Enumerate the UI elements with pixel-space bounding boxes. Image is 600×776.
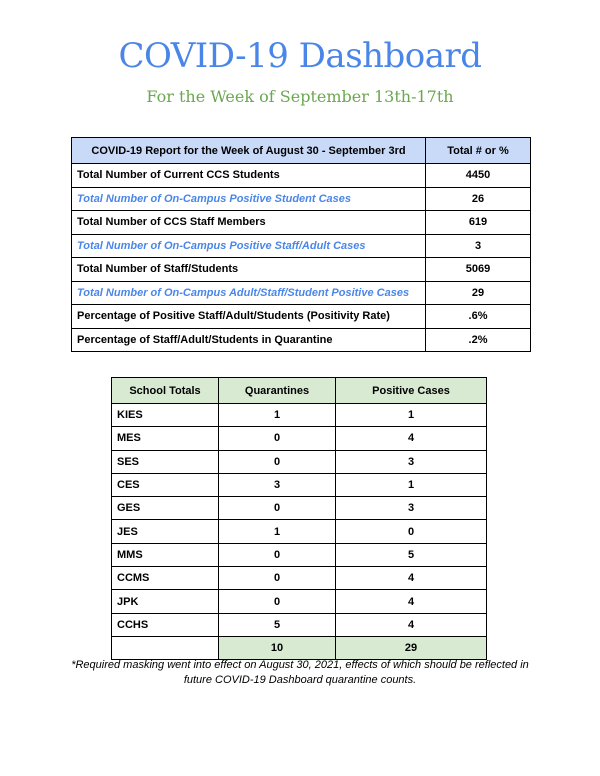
positive-count: 0: [336, 520, 487, 543]
quarantine-count: 3: [219, 473, 336, 496]
table-row: [112, 613, 487, 636]
table-row: [112, 520, 487, 543]
table-row: [72, 281, 531, 305]
quarantine-count: 0: [219, 590, 336, 613]
table-row: [112, 543, 487, 566]
school-name: JES: [112, 520, 219, 543]
table-header-row: [112, 378, 487, 404]
positive-count: 4: [336, 590, 487, 613]
school-name: CCMS: [112, 567, 219, 590]
school-name: SES: [112, 450, 219, 473]
positive-count: 5: [336, 543, 487, 566]
table-row: [72, 164, 531, 188]
positive-count: 3: [336, 497, 487, 520]
row-label: Total Number of CCS Staff Members: [72, 211, 426, 235]
totals-label-cell: [112, 636, 219, 659]
quarantine-count: 0: [219, 497, 336, 520]
school-name: CES: [112, 473, 219, 496]
quarantine-count: 0: [219, 427, 336, 450]
page-subtitle: For the Week of September 13th-17th: [146, 87, 454, 106]
row-value: 26: [426, 187, 531, 211]
column-header: COVID-19 Report for the Week of August 30 - September 3rd: [72, 138, 426, 164]
quarantine-count: 5: [219, 613, 336, 636]
row-value: 4450: [426, 164, 531, 188]
row-value: 5069: [426, 258, 531, 282]
table-row: [72, 258, 531, 282]
column-header: School Totals: [112, 378, 219, 404]
table-row: [72, 305, 531, 329]
masking-footnote: *Required masking went into effect on August 30, 2021, effects of which should be reflected in future COVID-19 Dashboard quarantine counts.: [71, 659, 529, 686]
school-name: KIES: [112, 404, 219, 427]
school-totals-table: [111, 377, 487, 660]
table-row: [112, 404, 487, 427]
positive-count: 1: [336, 404, 487, 427]
row-value: .2%: [426, 328, 531, 352]
positive-count: 4: [336, 567, 487, 590]
table-row: [112, 567, 487, 590]
totals-row: [112, 636, 487, 659]
table-row: [112, 497, 487, 520]
table-row: [72, 328, 531, 352]
school-name: MMS: [112, 543, 219, 566]
weekly-report-table: [71, 137, 531, 352]
table-row: [112, 427, 487, 450]
table-row: [72, 234, 531, 258]
total-positive: 29: [336, 636, 487, 659]
row-label: Total Number of Current CCS Students: [72, 164, 426, 188]
quarantine-count: 0: [219, 543, 336, 566]
table-row: [72, 211, 531, 235]
positive-count: 4: [336, 613, 487, 636]
row-label: Percentage of Positive Staff/Adult/Students (Positivity Rate): [72, 305, 426, 329]
column-header: Total # or %: [426, 138, 531, 164]
school-name: CCHS: [112, 613, 219, 636]
positive-count: 3: [336, 450, 487, 473]
school-name: GES: [112, 497, 219, 520]
column-header: Quarantines: [219, 378, 336, 404]
row-value: .6%: [426, 305, 531, 329]
row-value: 619: [426, 211, 531, 235]
school-name: JPK: [112, 590, 219, 613]
total-quarantines: 10: [219, 636, 336, 659]
row-label: Total Number of On-Campus Positive Staff/Adult Cases: [72, 234, 426, 258]
row-label: Total Number of Staff/Students: [72, 258, 426, 282]
row-label: Total Number of On-Campus Positive Student Cases: [72, 187, 426, 211]
row-label: Percentage of Staff/Adult/Students in Quarantine: [72, 328, 426, 352]
quarantine-count: 1: [219, 404, 336, 427]
page-title: COVID-19 Dashboard: [118, 36, 482, 76]
quarantine-count: 1: [219, 520, 336, 543]
column-header: Positive Cases: [336, 378, 487, 404]
table-row: [112, 450, 487, 473]
quarantine-count: 0: [219, 450, 336, 473]
school-name: MES: [112, 427, 219, 450]
table-row: [72, 187, 531, 211]
row-value: 3: [426, 234, 531, 258]
quarantine-count: 0: [219, 567, 336, 590]
row-value: 29: [426, 281, 531, 305]
table-header-row: [72, 138, 531, 164]
positive-count: 4: [336, 427, 487, 450]
table-row: [112, 590, 487, 613]
positive-count: 1: [336, 473, 487, 496]
row-label: Total Number of On-Campus Adult/Staff/Student Positive Cases: [72, 281, 426, 305]
table-row: [112, 473, 487, 496]
